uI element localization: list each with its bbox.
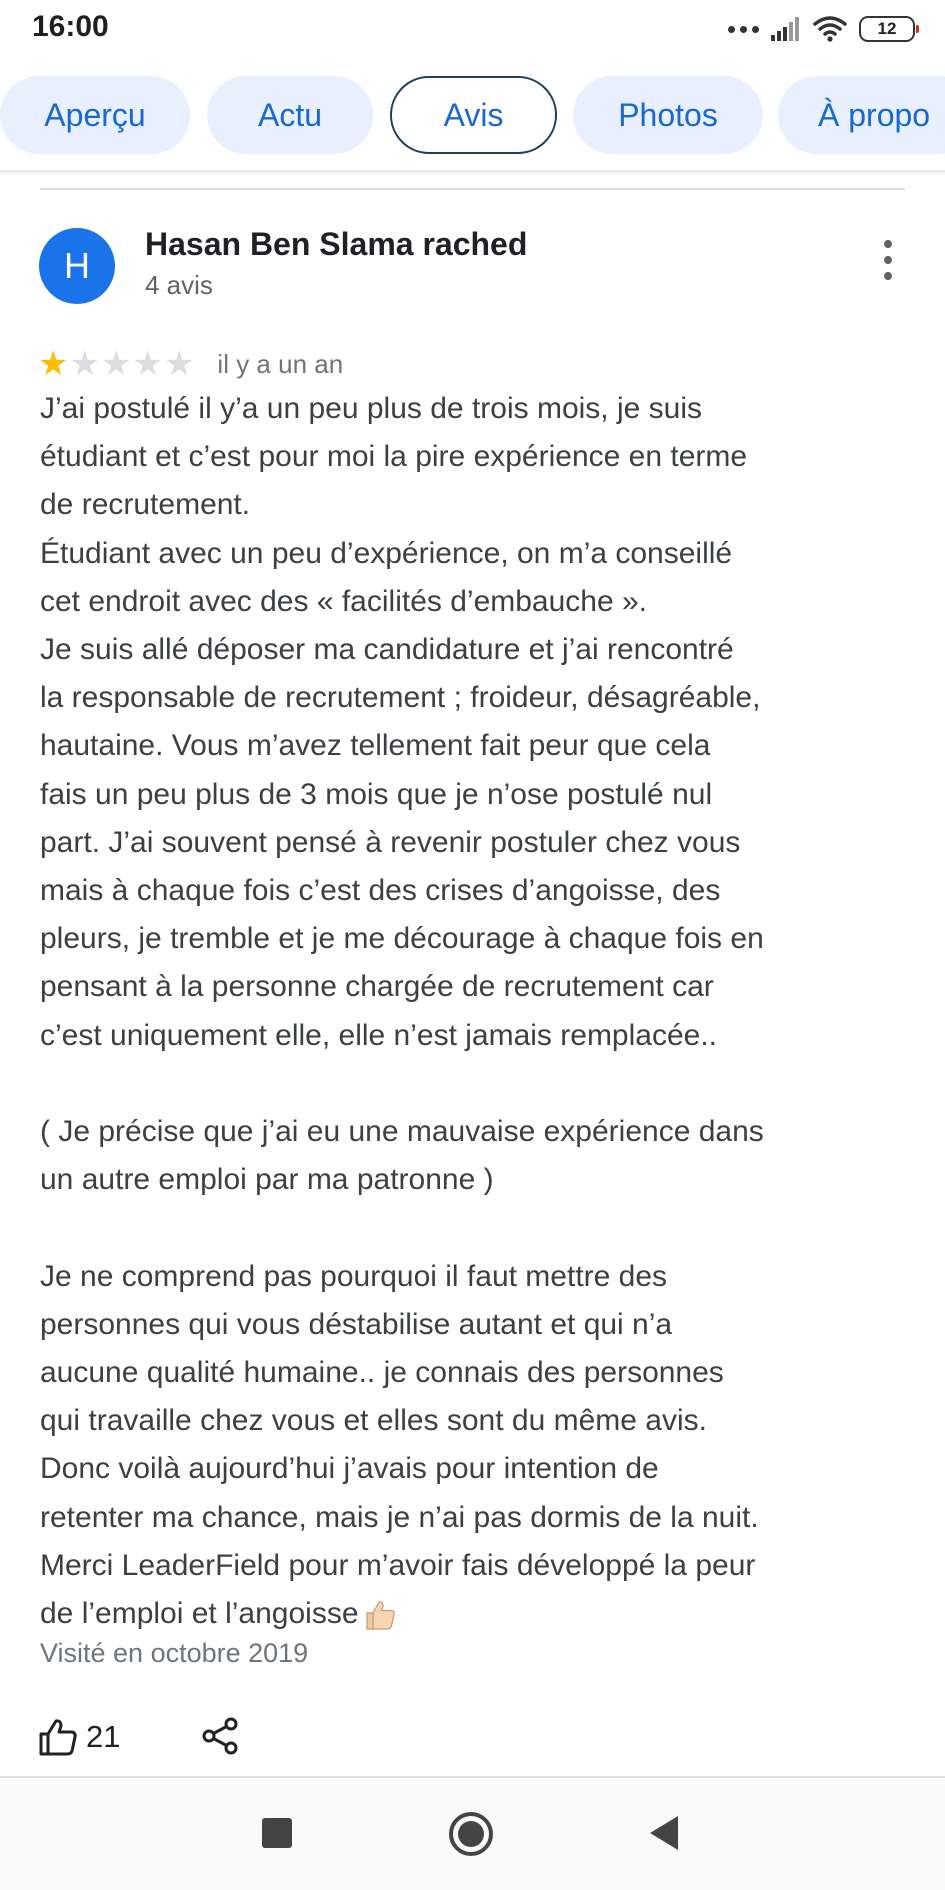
review-line-text: de recrutement. xyxy=(40,488,251,522)
review-line-text: Merci LeaderField pour m’avoir fais développé la peur xyxy=(40,1548,756,1582)
tab-avis[interactable] xyxy=(390,76,557,154)
star-empty-icon: ★ xyxy=(163,345,195,383)
star-rating xyxy=(38,347,195,381)
tab-label: Photos xyxy=(618,96,718,133)
star-empty-icon: ★ xyxy=(132,345,163,383)
star-filled-icon: ★ xyxy=(38,345,69,383)
review-text xyxy=(40,385,900,1638)
share-icon[interactable] xyxy=(200,1716,240,1756)
review-text-line xyxy=(40,963,900,1011)
review-line-text: ( Je précise que j’ai eu une mauvaise expérience dans xyxy=(40,1115,764,1149)
tab-actu[interactable] xyxy=(207,76,373,154)
review-text-line xyxy=(40,481,900,529)
review-text-line xyxy=(40,530,900,578)
review-text-line xyxy=(40,674,900,722)
tab-label: À propo xyxy=(818,96,931,133)
review-line-text: Donc voilà aujourd’hui j’avais pour intention de xyxy=(40,1452,659,1486)
tabs-shadow xyxy=(0,170,945,176)
review-text-line xyxy=(40,1542,900,1590)
status-icons xyxy=(728,12,915,46)
review-text-line xyxy=(40,867,900,915)
signal-icon xyxy=(771,17,801,41)
reviewer-name[interactable]: Hasan Ben Slama rached xyxy=(145,226,528,262)
review-text-line xyxy=(40,1204,900,1252)
tab-a-propos[interactable] xyxy=(778,76,945,154)
review-text-line xyxy=(40,1012,900,1060)
review-text-line xyxy=(40,1349,900,1397)
like-count: 21 xyxy=(86,1719,121,1754)
status-bar xyxy=(0,0,945,58)
review-text-line xyxy=(40,1253,900,1301)
review-text-line xyxy=(40,1494,900,1542)
review-text-line xyxy=(40,771,900,819)
tab-photos[interactable] xyxy=(573,76,763,154)
review-text-line xyxy=(40,1397,900,1445)
battery-level: 12 xyxy=(877,19,897,38)
wifi-icon xyxy=(813,16,847,42)
review-text-line xyxy=(40,1590,900,1638)
thumbs-up-emoji-icon xyxy=(363,1598,397,1632)
review-line-text: qui travaille chez vous et elles sont du même avis. xyxy=(40,1404,707,1438)
divider xyxy=(40,188,905,190)
status-time: 16:00 xyxy=(32,10,109,43)
review-line-text: aucune qualité humaine.. je connais des personnes xyxy=(40,1356,724,1390)
review-text-line xyxy=(40,1060,900,1108)
review-text-line xyxy=(40,1108,900,1156)
tab-label: Actu xyxy=(257,96,323,133)
review-line-text: personnes qui vous déstabilise autant et qui n’a xyxy=(40,1307,673,1341)
tabs-row xyxy=(0,76,945,158)
review-line-text: cet endroit avec des « facilités d’embauche ». xyxy=(40,584,648,618)
back-icon[interactable] xyxy=(650,1816,678,1850)
review-text-line xyxy=(40,626,900,674)
review-text-line xyxy=(40,1301,900,1349)
review-line-text: de l’emploi et l’angoisse xyxy=(40,1597,359,1631)
review-line-text: pensant à la personne chargée de recrutement car xyxy=(40,970,714,1004)
star-empty-icon: ★ xyxy=(100,345,132,383)
avatar-initial: H xyxy=(64,245,90,286)
review-line-text: Je suis allé déposer ma candidature et j’ai rencontré xyxy=(40,633,734,667)
review-text-line xyxy=(40,819,900,867)
review-line-text: la responsable de recrutement ; froideur, désagréable, xyxy=(40,681,761,715)
thumbs-up-icon xyxy=(38,1718,78,1756)
review-line-text: étudiant et c’est pour moi la pire expérience en terme xyxy=(40,440,748,474)
review-line-text: retenter ma chance, mais je n’ai pas dormis de la nuit. xyxy=(40,1500,759,1534)
home-icon[interactable] xyxy=(449,1812,493,1856)
review-line-text: part. J’ai souvent pensé à revenir postuler chez vous xyxy=(40,825,741,859)
rating-row xyxy=(38,344,343,384)
review-text-line xyxy=(40,1156,900,1204)
review-date: il y a un an xyxy=(217,348,344,379)
review-line-text: J’ai postulé il y’a un peu plus de trois mois, je suis xyxy=(40,392,702,425)
review-line-text: un autre emploi par ma patronne ) xyxy=(40,1163,494,1197)
review-line-text: Étudiant avec un peu d’expérience, on m’a conseillé xyxy=(40,536,733,570)
review-line-text: mais à chaque fois c’est des crises d’angoisse, des xyxy=(40,874,721,908)
review-line-text: fais un peu plus de 3 mois que je n’ose postulé nul xyxy=(40,777,713,811)
tab-label: Avis xyxy=(443,96,504,133)
review-line-text: pleurs, je tremble et je me décourage à chaque fois en xyxy=(40,922,764,956)
reviewer-review-count: 4 avis xyxy=(145,270,213,300)
review-line-text: Je ne comprend pas pourquoi il faut mettre des xyxy=(40,1259,668,1293)
tab-label: Aperçu xyxy=(44,96,146,133)
review-text-line xyxy=(40,578,900,626)
more-options-icon[interactable] xyxy=(878,240,898,280)
review-text-line xyxy=(40,385,900,433)
like-button[interactable] xyxy=(38,1715,120,1759)
review-text-line xyxy=(40,433,900,481)
visit-date: Visité en octobre 2019 xyxy=(40,1638,309,1668)
more-dots-icon xyxy=(728,26,759,33)
tab-apercu[interactable] xyxy=(0,76,190,154)
recent-apps-icon[interactable] xyxy=(262,1818,292,1848)
review-text-line xyxy=(40,915,900,963)
review-line-text: c’est uniquement elle, elle n’est jamais remplacée.. xyxy=(40,1018,718,1052)
battery-icon xyxy=(859,16,915,42)
review-text-line xyxy=(40,722,900,770)
review-text-line xyxy=(40,1445,900,1493)
review-line-text: hautaine. Vous m’avez tellement fait peur que cela xyxy=(40,729,711,763)
star-empty-icon: ★ xyxy=(69,345,100,383)
avatar[interactable] xyxy=(39,228,115,304)
